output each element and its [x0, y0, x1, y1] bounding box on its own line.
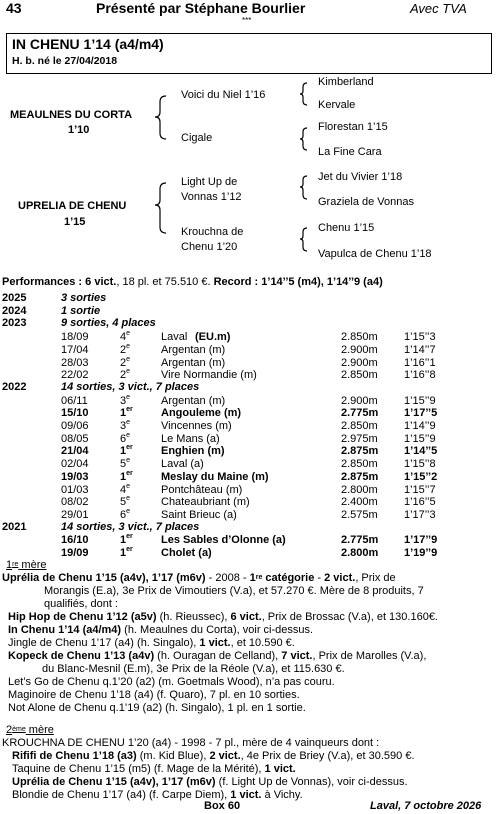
race-time: 1’14’’9 — [404, 420, 436, 432]
race-distance: 2.900m — [341, 356, 378, 369]
produit-1-wins: 6 vict. — [230, 611, 262, 623]
race-placing-suffix: e — [126, 482, 131, 490]
granddam-1: Cigale — [181, 132, 213, 144]
mere1-heading-sup: re — [12, 561, 19, 568]
m2-produit-3-name: Uprélia de Chenu 1’15 (a4v), 1’17 (m6v) — [12, 776, 216, 788]
race-row — [0, 433, 500, 446]
race-placing-suffix: e — [126, 368, 131, 376]
race-placing-num: 2 — [120, 356, 127, 369]
race-row — [0, 458, 500, 471]
race-placing — [120, 395, 130, 407]
race-track: Argentan (m) — [161, 356, 226, 369]
race-placing-suffix: er — [126, 469, 133, 477]
race-row — [0, 407, 500, 420]
mere2-heading — [6, 724, 492, 737]
m2-produit-1-name: Rififi de Chenu 1’18 (a3) — [12, 750, 137, 762]
race-distance: 2.900m — [341, 343, 378, 356]
year-label: 2023 — [2, 317, 27, 330]
grandsire-2-line1: Light Up de — [181, 176, 238, 188]
race-row — [0, 331, 500, 344]
mere1-prix: , Prix de — [355, 572, 396, 584]
year-summary: 1 sortie — [61, 304, 101, 317]
produit-4-sire: (h. Ouragan de Celland), — [154, 650, 282, 662]
performances-summary — [2, 276, 383, 288]
race-placing-num: 2 — [120, 343, 127, 356]
race-placing — [120, 331, 130, 343]
race-placing-suffix: er — [126, 444, 133, 452]
year-summary: 9 sorties, 4 places — [61, 317, 156, 330]
race-placing-suffix: er — [126, 546, 133, 553]
race-placing — [120, 420, 130, 432]
race-date: 19/09 — [61, 547, 89, 559]
race-track: Enghien (m) — [161, 445, 225, 458]
race-time: 1’17’’9 — [404, 534, 438, 547]
mere2-produit-1 — [12, 750, 492, 763]
m2-produit-2-wins: 1 vict. — [264, 763, 296, 775]
race-date: 01/03 — [61, 483, 89, 496]
race-placing — [120, 484, 130, 496]
mere1-produit-4 — [8, 650, 492, 663]
mere1-sep: - — [314, 572, 325, 584]
race-date: 19/03 — [61, 470, 89, 483]
race-distance: 2.875m — [341, 470, 379, 483]
race-time: 1’15’’8 — [404, 458, 436, 471]
m2-produit-2-name: Taquine de Chenu 1’15 (m5) (f. Mage de la Mérité), — [12, 763, 265, 775]
m2-produit-4-rest: à Vichy. — [261, 789, 303, 801]
performances-label: Performances : — [2, 276, 86, 288]
mere1-cat: catégorie — [262, 572, 315, 584]
race-placing — [120, 445, 133, 457]
sire-record: 1’10 — [68, 124, 90, 136]
mere2-heading-sup: ème — [12, 726, 26, 733]
race-placing — [120, 509, 130, 521]
race-placing-suffix: e — [126, 507, 131, 515]
mere1-year: - 2008 - — [205, 572, 250, 584]
year-row — [0, 382, 500, 395]
race-placing-num: 1 — [120, 534, 127, 547]
race-row — [0, 484, 500, 497]
mere1-cat-sup: re — [255, 574, 263, 581]
race-track: Les Sables d’Olonne (a) — [161, 534, 286, 547]
race-distance: 2.775m — [341, 534, 379, 547]
race-placing-num: 4 — [120, 483, 127, 496]
race-time: 1’14’’5 — [404, 445, 438, 458]
year-label: 2022 — [2, 380, 27, 393]
mere1-line3: qualifiés, dont : — [44, 598, 118, 610]
granddam-2-line2: Chenu 1’20 — [181, 241, 238, 253]
race-track: Argentan (m) — [161, 394, 226, 407]
race-placing-suffix: e — [126, 431, 131, 439]
race-time: 1’17’’3 — [404, 508, 436, 521]
mere2-line1: KROUCHNA DE CHENU 1’20 (a4) - 1998 - 7 pl., mère de 4 vainqueurs dont : — [2, 737, 380, 749]
performances-rest: , 18 pl. et 75.510 €. — [116, 276, 214, 288]
race-time: 1’15’’9 — [404, 432, 436, 445]
race-track: Meslay du Maine (m) — [161, 470, 269, 483]
race-row — [0, 395, 500, 408]
year-row — [0, 318, 500, 331]
race-time: 1’14’’7 — [404, 343, 436, 356]
mere1-dam-name: Uprélia de Chenu 1’15 (a4v), 1’17 (m6v) — [2, 572, 206, 584]
race-row — [0, 534, 500, 547]
year-summary: 14 sorties, 3 vict., 7 places — [61, 380, 200, 393]
mere1-line1 — [2, 572, 492, 585]
dam-record: 1’15 — [64, 216, 86, 228]
race-date: 28/03 — [61, 356, 89, 369]
race-placing — [120, 357, 130, 369]
race-track: Pontchâteau (m) — [161, 483, 243, 496]
race-placing-suffix: e — [126, 342, 131, 350]
footer-place-date: Laval, 7 octobre 2026 — [370, 800, 482, 812]
race-track: Saint Brieuc (a) — [161, 508, 237, 521]
sire-name: MEAULNES DU CORTA — [10, 109, 133, 121]
mere1-line2: Morangis (E.a), 3e Prix de Vimoutiers (V.a), et 57.270 €. Mère de 8 produits, 7 — [44, 585, 424, 597]
race-date: 16/10 — [61, 534, 89, 547]
mere1-produit-1 — [8, 611, 492, 624]
mere2-produit-3 — [12, 776, 492, 789]
produit-3-rest: , et 10.590 €. — [230, 637, 295, 649]
mere1-produit-5: Let’s Go de Chenu q.1’20 (a2) (m. Goetmals Wood), n’a pas couru. — [8, 676, 335, 688]
race-track: Laval — [161, 331, 188, 344]
m2-produit-3-rest: (f. Light Up de Vonnas), voir ci-dessus. — [215, 776, 408, 788]
race-placing-num: 6 — [120, 508, 127, 521]
race-date: 02/04 — [61, 458, 89, 471]
race-placing-num: 3 — [120, 420, 127, 432]
race-row — [0, 420, 500, 433]
race-placing — [120, 344, 130, 356]
race-distance: 2.900m — [341, 394, 378, 407]
mere1-produit-2 — [8, 624, 492, 637]
race-placing — [120, 534, 133, 546]
race-date: 17/04 — [61, 343, 89, 356]
race-row — [0, 445, 500, 458]
race-placing-num: 6 — [120, 432, 127, 445]
race-placing-num: 1 — [120, 470, 127, 483]
race-time: 1’16’’5 — [404, 496, 436, 509]
mere1-produit-3 — [8, 637, 492, 650]
race-distance: 2.775m — [341, 407, 379, 420]
produit-4-rest: , Prix de Marolles (V.a), — [312, 650, 427, 662]
race-time: 1’15’’3 — [404, 331, 436, 344]
year-label: 2021 — [2, 520, 27, 533]
year-row — [0, 522, 500, 535]
race-date: 18/09 — [61, 331, 89, 344]
mere1-produit-7: Not Alone de Chenu q.1’19 (a2) (h. Singalo), 1 pl. en 1 sortie. — [8, 702, 306, 714]
m2-produit-1-sire: (m. Kid Blue), — [136, 750, 210, 762]
grandsire-1: Voici du Niel 1’16 — [181, 89, 266, 101]
race-placing-suffix: e — [126, 495, 131, 503]
mere2-produit-2 — [12, 763, 492, 776]
race-date: 06/11 — [61, 394, 88, 407]
race-time: 1’15’’2 — [404, 470, 438, 483]
m2-produit-1-wins: 2 vict. — [209, 750, 241, 762]
race-placing — [120, 407, 133, 419]
produit-2-name: In Chenu 1’14 (a4/m4) — [8, 624, 122, 636]
page-number: 43 — [6, 0, 22, 16]
performances-record: Record : 1’14’’5 (m4), 1’14’’9 (a4) — [213, 276, 383, 288]
race-date: 15/10 — [61, 407, 89, 420]
race-track: Vincennes (m) — [161, 420, 232, 432]
race-distance: 2.850m — [341, 458, 378, 471]
race-time: 1’19’’9 — [404, 547, 438, 559]
race-row — [0, 471, 500, 484]
race-placing-suffix: e — [126, 457, 131, 465]
mere1-heading — [6, 559, 492, 572]
produit-1-name: Hip Hop de Chenu 1’12 (a5v) — [8, 611, 157, 623]
race-distance: 2.575m — [341, 508, 378, 521]
race-time: 1’16’’1 — [404, 356, 436, 369]
race-row — [0, 357, 500, 370]
race-condition: (EU.m) — [195, 331, 231, 344]
race-track: Laval (a) — [161, 458, 204, 471]
race-track: Le Mans (a) — [161, 432, 220, 445]
grandsire-2-line2: Vonnas 1’12 — [181, 191, 242, 203]
mere1-produit-6: Maginoire de Chenu 1’18 (a4) (f. Quaro), 7 pl. en 10 sorties. — [8, 689, 300, 701]
horse-name: IN CHENU 1’14 (a4/m4) — [12, 36, 164, 52]
tva-note: Avec TVA — [410, 1, 467, 16]
m2-produit-1-rest: , 4e Prix de Briey (V.a), et 30.590 €. — [240, 750, 415, 762]
race-time: 1’15’’7 — [404, 483, 436, 496]
horse-birth: H. b. né le 27/04/2018 — [12, 55, 118, 67]
granddam-2-line1: Krouchna de — [181, 226, 244, 238]
race-distance: 2.850m — [341, 369, 378, 382]
race-placing — [120, 458, 130, 470]
race-distance: 2.800m — [341, 483, 378, 496]
produit-3-name: Jingle de Chenu 1’17 (a4) (h. Singalo), — [8, 637, 200, 649]
ggs-4: La Fine Cara — [318, 146, 382, 158]
race-placing-suffix: er — [126, 406, 133, 414]
produit-1-sire: (h. Rieussec), — [156, 611, 231, 623]
race-row — [0, 496, 500, 509]
race-date: 22/02 — [61, 369, 89, 382]
race-placing-suffix: e — [126, 330, 131, 338]
ggs-2: Kervale — [318, 99, 356, 111]
race-placing-num: 5 — [120, 458, 127, 471]
race-placing-suffix: e — [126, 419, 131, 426]
mere1-heading-num: 1 — [6, 559, 13, 571]
race-placing — [120, 547, 133, 559]
race-distance: 2.850m — [341, 420, 378, 432]
mere2-heading-num: 2 — [6, 724, 13, 736]
race-row — [0, 344, 500, 357]
mere1-wins: 2 vict. — [324, 572, 356, 584]
year-summary: 3 sorties — [61, 292, 107, 304]
race-track: Cholet (a) — [161, 547, 212, 559]
race-placing-num: 2 — [120, 369, 127, 382]
pedigree-braces — [0, 0, 500, 270]
race-placing — [120, 471, 133, 483]
mere2-section — [2, 724, 492, 802]
ggd-4: Vapulca de Chenu 1’18 — [318, 248, 432, 260]
race-placing-num: 1 — [120, 445, 127, 458]
ggd-1: Jet du Vivier 1’18 — [318, 171, 403, 183]
race-distance: 2.975m — [341, 432, 378, 445]
race-time: 1’15’’9 — [404, 394, 436, 407]
race-date: 08/02 — [61, 496, 89, 509]
race-track: Chateaubriant (m) — [161, 496, 250, 509]
race-track: Angouleme (m) — [161, 407, 242, 420]
race-placing-suffix: e — [126, 393, 131, 401]
mere2-heading-word: mère — [25, 724, 54, 736]
race-track: Vire Normandie (m) — [161, 369, 257, 382]
race-placing-num: 5 — [120, 496, 127, 509]
race-date: 08/05 — [61, 432, 89, 445]
year-label: 2025 — [2, 292, 27, 304]
race-distance: 2.800m — [341, 547, 379, 559]
ggs-1: Kimberland — [318, 76, 374, 88]
race-date: 29/01 — [61, 508, 89, 521]
mere1-produit-4-line2: du Blanc-Mesnil (E.m), 3e Prix de la Réole (V.a), et 115.630 €. — [42, 663, 345, 675]
ggd-3: Chenu 1’15 — [318, 222, 375, 234]
race-placing-suffix: e — [126, 355, 131, 363]
race-placing-num: 1 — [120, 407, 127, 420]
year-summary: 14 sorties, 3 vict., 7 places — [61, 520, 200, 533]
footer-box: Box 60 — [204, 800, 241, 812]
race-placing-num: 3 — [120, 394, 127, 407]
race-date: 21/04 — [61, 445, 89, 458]
race-placing — [120, 496, 130, 508]
race-distance: 2.400m — [341, 496, 378, 509]
race-placing-num: 4 — [120, 331, 127, 344]
race-placing-suffix: er — [126, 533, 133, 541]
produit-2-rest: (h. Meaulnes du Corta), voir ci-dessus. — [121, 624, 314, 636]
mere1-heading-word: mère — [21, 559, 47, 571]
ggs-3: Florestan 1’15 — [318, 121, 388, 133]
year-label: 2024 — [2, 304, 27, 317]
produit-4-wins: 7 vict. — [281, 650, 313, 662]
m2-produit-4-name: Blondie de Chenu 1’17 (a4) (f. Carpe Diem), — [12, 789, 231, 801]
performances-wins: 6 vict. — [85, 276, 117, 288]
race-placing — [120, 369, 130, 381]
header-stars: *** — [242, 16, 252, 25]
race-time: 1’16’’8 — [404, 369, 436, 382]
race-track: Argentan (m) — [161, 343, 226, 356]
produit-3-wins: 1 vict. — [199, 637, 231, 649]
race-placing-num: 1 — [120, 547, 127, 559]
produit-1-rest: , Prix de Brossac (V.a), et 130.160€. — [261, 611, 438, 623]
m2-produit-4-wins: 1 vict. — [230, 789, 262, 801]
ggd-2: Graziela de Vonnas — [318, 196, 415, 208]
race-date: 09/06 — [61, 420, 89, 432]
race-distance: 2.875m — [341, 445, 379, 458]
race-time: 1’17’’5 — [404, 407, 438, 420]
dam-name: UPRELIA DE CHENU — [18, 200, 127, 212]
race-placing — [120, 433, 130, 445]
mere1-cat-num: 1 — [249, 572, 256, 584]
page-title: Présenté par Stéphane Bourlier — [96, 0, 306, 16]
race-distance: 2.850m — [341, 331, 378, 344]
produit-4-name: Kopeck de Chenu 1’13 (a4v) — [8, 650, 155, 662]
mere1-section — [2, 559, 492, 715]
